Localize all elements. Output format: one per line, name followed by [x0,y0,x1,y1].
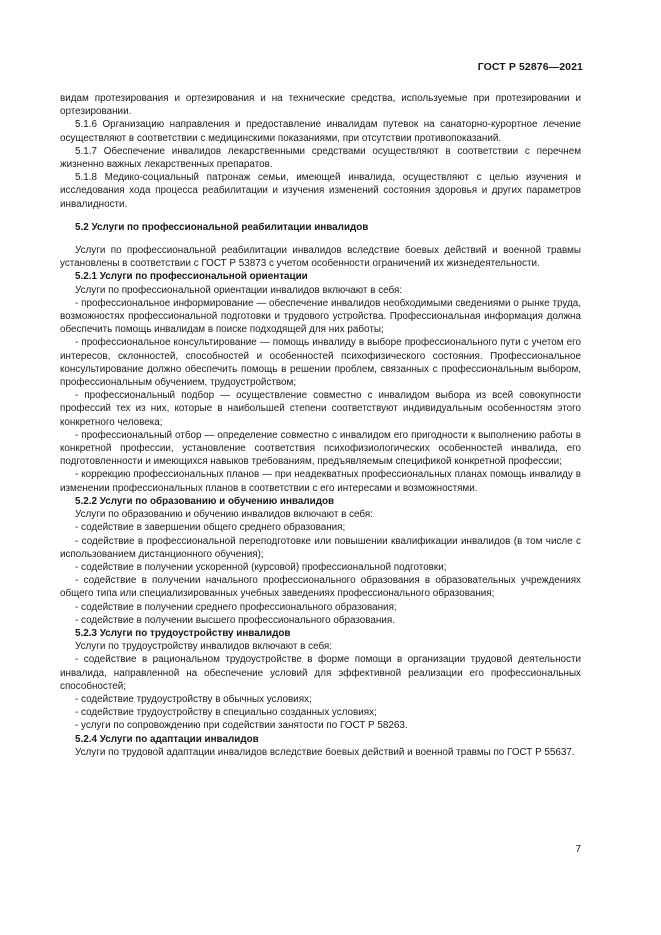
subsection-heading: 5.2.2 Услуги по образованию и обучению инвалидов [75,495,335,507]
paragraph: - профессиональное информирование — обеспечение инвалидов необходимыми сведениями о рынке труда, возможностях профессиональной подготовки и трудового устройства. Профессиональная информация должна обеспечить помощь инвалидам в поиске подходящей для них работы; [60,297,581,336]
paragraph: - содействие в получении высшего профессионального образования. [75,614,395,626]
paragraph: - содействие в завершении общего среднего образования; [75,522,346,534]
subsection-heading: 5.2.1 Услуги по профессиональной ориентации [75,271,308,283]
paragraph: - услуги по сопровождению при содействии занятости по ГОСТ Р 58263. [75,720,408,732]
paragraph: - содействие в получении начального профессионального образования в образовательных учреждениях общего типа или специализированных учебных заведениях профессионального образования; [60,575,581,600]
paragraph: - профессиональное консультирование — помощь инвалиду в выборе профессионального пути с учетом его интересов, склонностей, способностей и особенностей психофизического состояния. Профессиональное консультирование должно обеспечить помощь в решении проблем, связанных с профессиональным выбором, профессиональным обучением, трудоустройством; [60,337,581,389]
subsection-heading: 5.2.4 Услуги по адаптации инвалидов [75,733,259,745]
standard-header: ГОСТ Р 52876—2021 [477,61,583,73]
document-body [60,92,581,759]
paragraph: 5.1.6 Организацию направления и предоставление инвалидам путевок на санаторно-курортное лечение осуществляют в соответствии с медицинскими показаниями, при отсутствии противопоказаний. [60,119,581,144]
paragraph: - содействие в получении среднего профессионального образования; [75,601,397,613]
paragraph: Услуги по образованию и обучению инвалидов включают в себя: [75,509,373,521]
paragraph: видам протезирования и ортезирования и на технические средства, используемые при протезировании и ортезировании. [60,93,581,118]
paragraph: 5.1.8 Медико-социальный патронаж семьи, имеющей инвалида, осуществляют с целью изучения и исследования хода процесса реабилитации и изучения изменений состояния здоровья и других параметров инвалидности. [60,172,581,210]
paragraph: - коррекцию профессиональных планов — при неадекватных профессиональных планах помощь инвалиду в изменении профессиональных планов в соответствии с его интересами и возможностями. [60,469,581,494]
paragraph: Услуги по трудовой адаптации инвалидов вследствие боевых действий и военной травмы по ГОСТ Р 55637. [75,746,575,758]
section-heading: 5.2 Услуги по профессиональной реабилитации инвалидов [75,221,369,233]
paragraph: - содействие в рациональном трудоустройстве в форме помощи в организации трудовой деятельности инвалида, направленной на обеспечение условий для эффективной реализации его профессиональных способностей; [60,654,581,692]
paragraph: - содействие трудоустройству в обычных условиях; [75,693,312,705]
paragraph: - профессиональный подбор — осуществление совместно с инвалидом выбора из всей совокупности профессий тех из них, которые в наибольшей степени соответствуют индивидуальным особенностям этого конкретного человека; [60,390,581,428]
paragraph: - содействие в получении ускоренной (курсовой) профессиональной подготовки; [75,561,447,573]
paragraph: - содействие в профессиональной переподготовке или повышении квалификации инвалидов (в том числе с использованием дистанционного обучения); [60,535,581,560]
paragraph: Услуги по профессиональной ориентации инвалидов включают в себя: [75,284,403,296]
subsection-heading: 5.2.3 Услуги по трудоустройству инвалидов [75,627,291,639]
paragraph: 5.1.7 Обеспечение инвалидов лекарственными средствами осуществляют в соответствии с перечнем жизненно важных лекарственных препаратов. [60,145,581,171]
paragraph: - содействие трудоустройству в специально созданных условиях; [75,707,377,719]
paragraph: Услуги по трудоустройству инвалидов включают в себя: [75,641,332,653]
page-number: 7 [575,844,581,855]
paragraph: Услуги по профессиональной реабилитации инвалидов вследствие боевых действий и военной травмы установлены в соответствии с ГОСТ Р 53873 с учетом особенности ограничений их жизнедеятельности. [60,245,581,270]
paragraph: - профессиональный отбор — определение совместно с инвалидом его пригодности к выполнению работы в конкретной профессии, установление соответствия психофизиологических особенностей инвалида, его подготовленности и имеющихся навыков требованиям, предъявляемым спецификой конкретной профессии; [60,429,581,468]
